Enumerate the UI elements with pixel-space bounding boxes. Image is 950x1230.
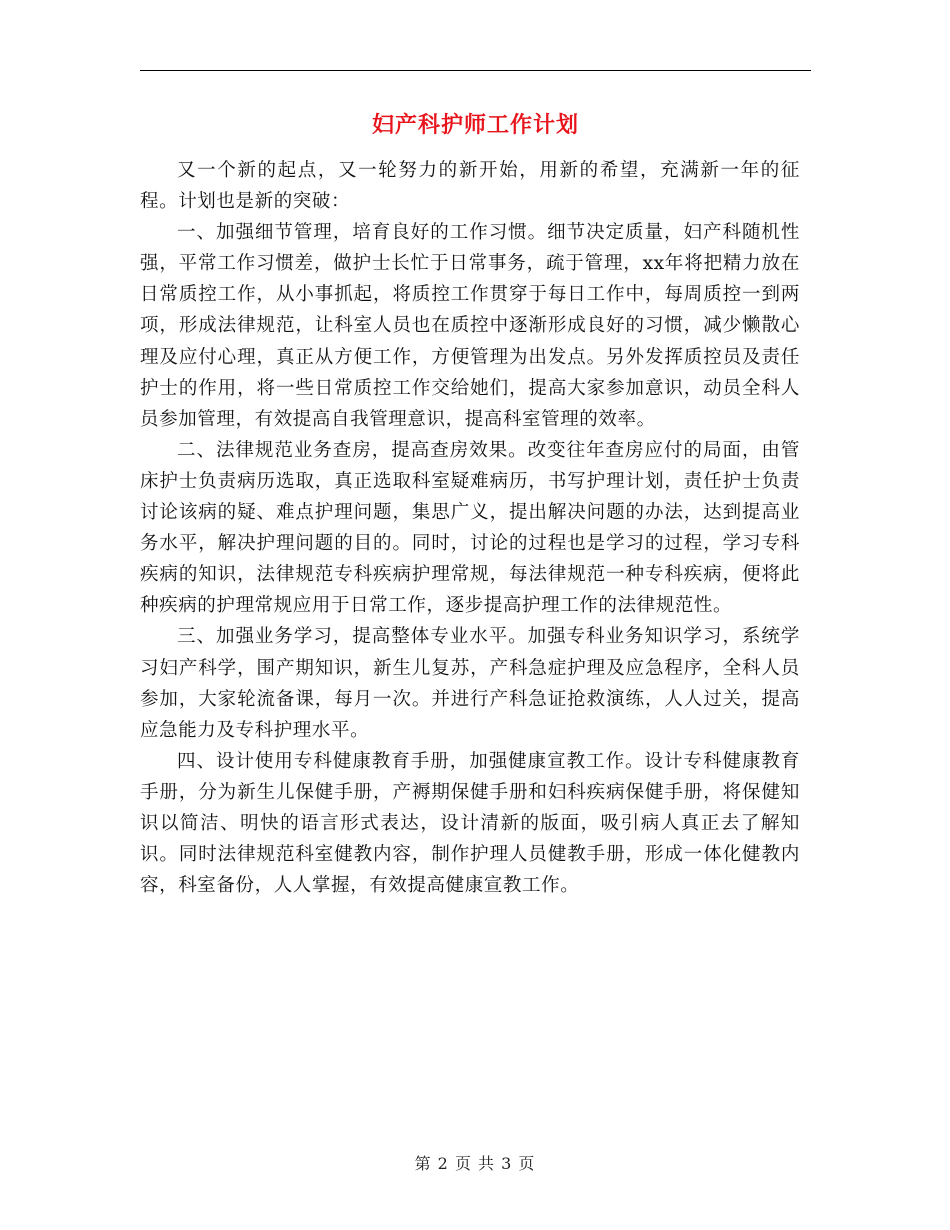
document-body xyxy=(140,155,800,901)
paragraph-section-4: 四、设计使用专科健康教育手册，加强健康宣教工作。设计专科健康教育手册，分为新生儿保健手册，产褥期保健手册和妇科疾病保健手册，将保健知识以简洁、明快的语言形式表达，设计清新的版面，吸引病人真正去了解知识。同时法律规范科室健教内容，制作护理人员健教手册，形成一体化健教内容，科室备份，人人掌握，有效提高健康宣教工作。 xyxy=(140,750,800,897)
paragraph-section-1: 一、加强细节管理，培育良好的工作习惯。细节决定质量，妇产科随机性强，平常工作习惯差，做护士长忙于日常事务，疏于管理，xx年将把精力放在日常质控工作，从小事抓起，将质控工作贯穿于每日工作中，每周质控一到两项，形成法律规范，让科室人员也在质控中逐渐形成良好的习惯，减少懒散心理及应付心理，真正从方便工作，方便管理为出发点。另外发挥质控员及责任护士的作用，将一些日常质控工作交给她们，提高大家参加意识，动员全科人员参加管理，有效提高自我管理意识，提高科室管理的效率。 xyxy=(140,222,800,430)
header-rule xyxy=(140,70,811,71)
page-footer: 第 2 页 共 3 页 xyxy=(414,1154,536,1173)
paragraph-intro: 又一个新的起点，又一轮努力的新开始，用新的希望，充满新一年的征程。计划也是新的突破： xyxy=(140,160,800,213)
paragraph-section-2: 二、法律规范业务查房，提高查房效果。改变往年查房应付的局面，由管床护士负责病历选取，真正选取科室疑难病历，书写护理计划，责任护士负责讨论该病的疑、难点护理问题，集思广义，提出解决问题的办法，达到提高业务水平，解决护理问题的目的。同时，讨论的过程也是学习的过程，学习专科疾病的知识，法律规范专科疾病护理常规，每法律规范一种专科疾病，便将此种疾病的护理常规应用于日常工作，逐步提高护理工作的法律规范性。 xyxy=(140,439,800,617)
paragraph-section-3: 三、加强业务学习，提高整体专业水平。加强专科业务知识学习，系统学习妇产科学，围产期知识，新生儿复苏，产科急症护理及应急程序，全科人员参加，大家轮流备课，每月一次。并进行产科急证抢救演练，人人过关，提高应急能力及专科护理水平。 xyxy=(140,626,800,741)
document-title: 妇产科护师工作计划 xyxy=(371,112,579,138)
